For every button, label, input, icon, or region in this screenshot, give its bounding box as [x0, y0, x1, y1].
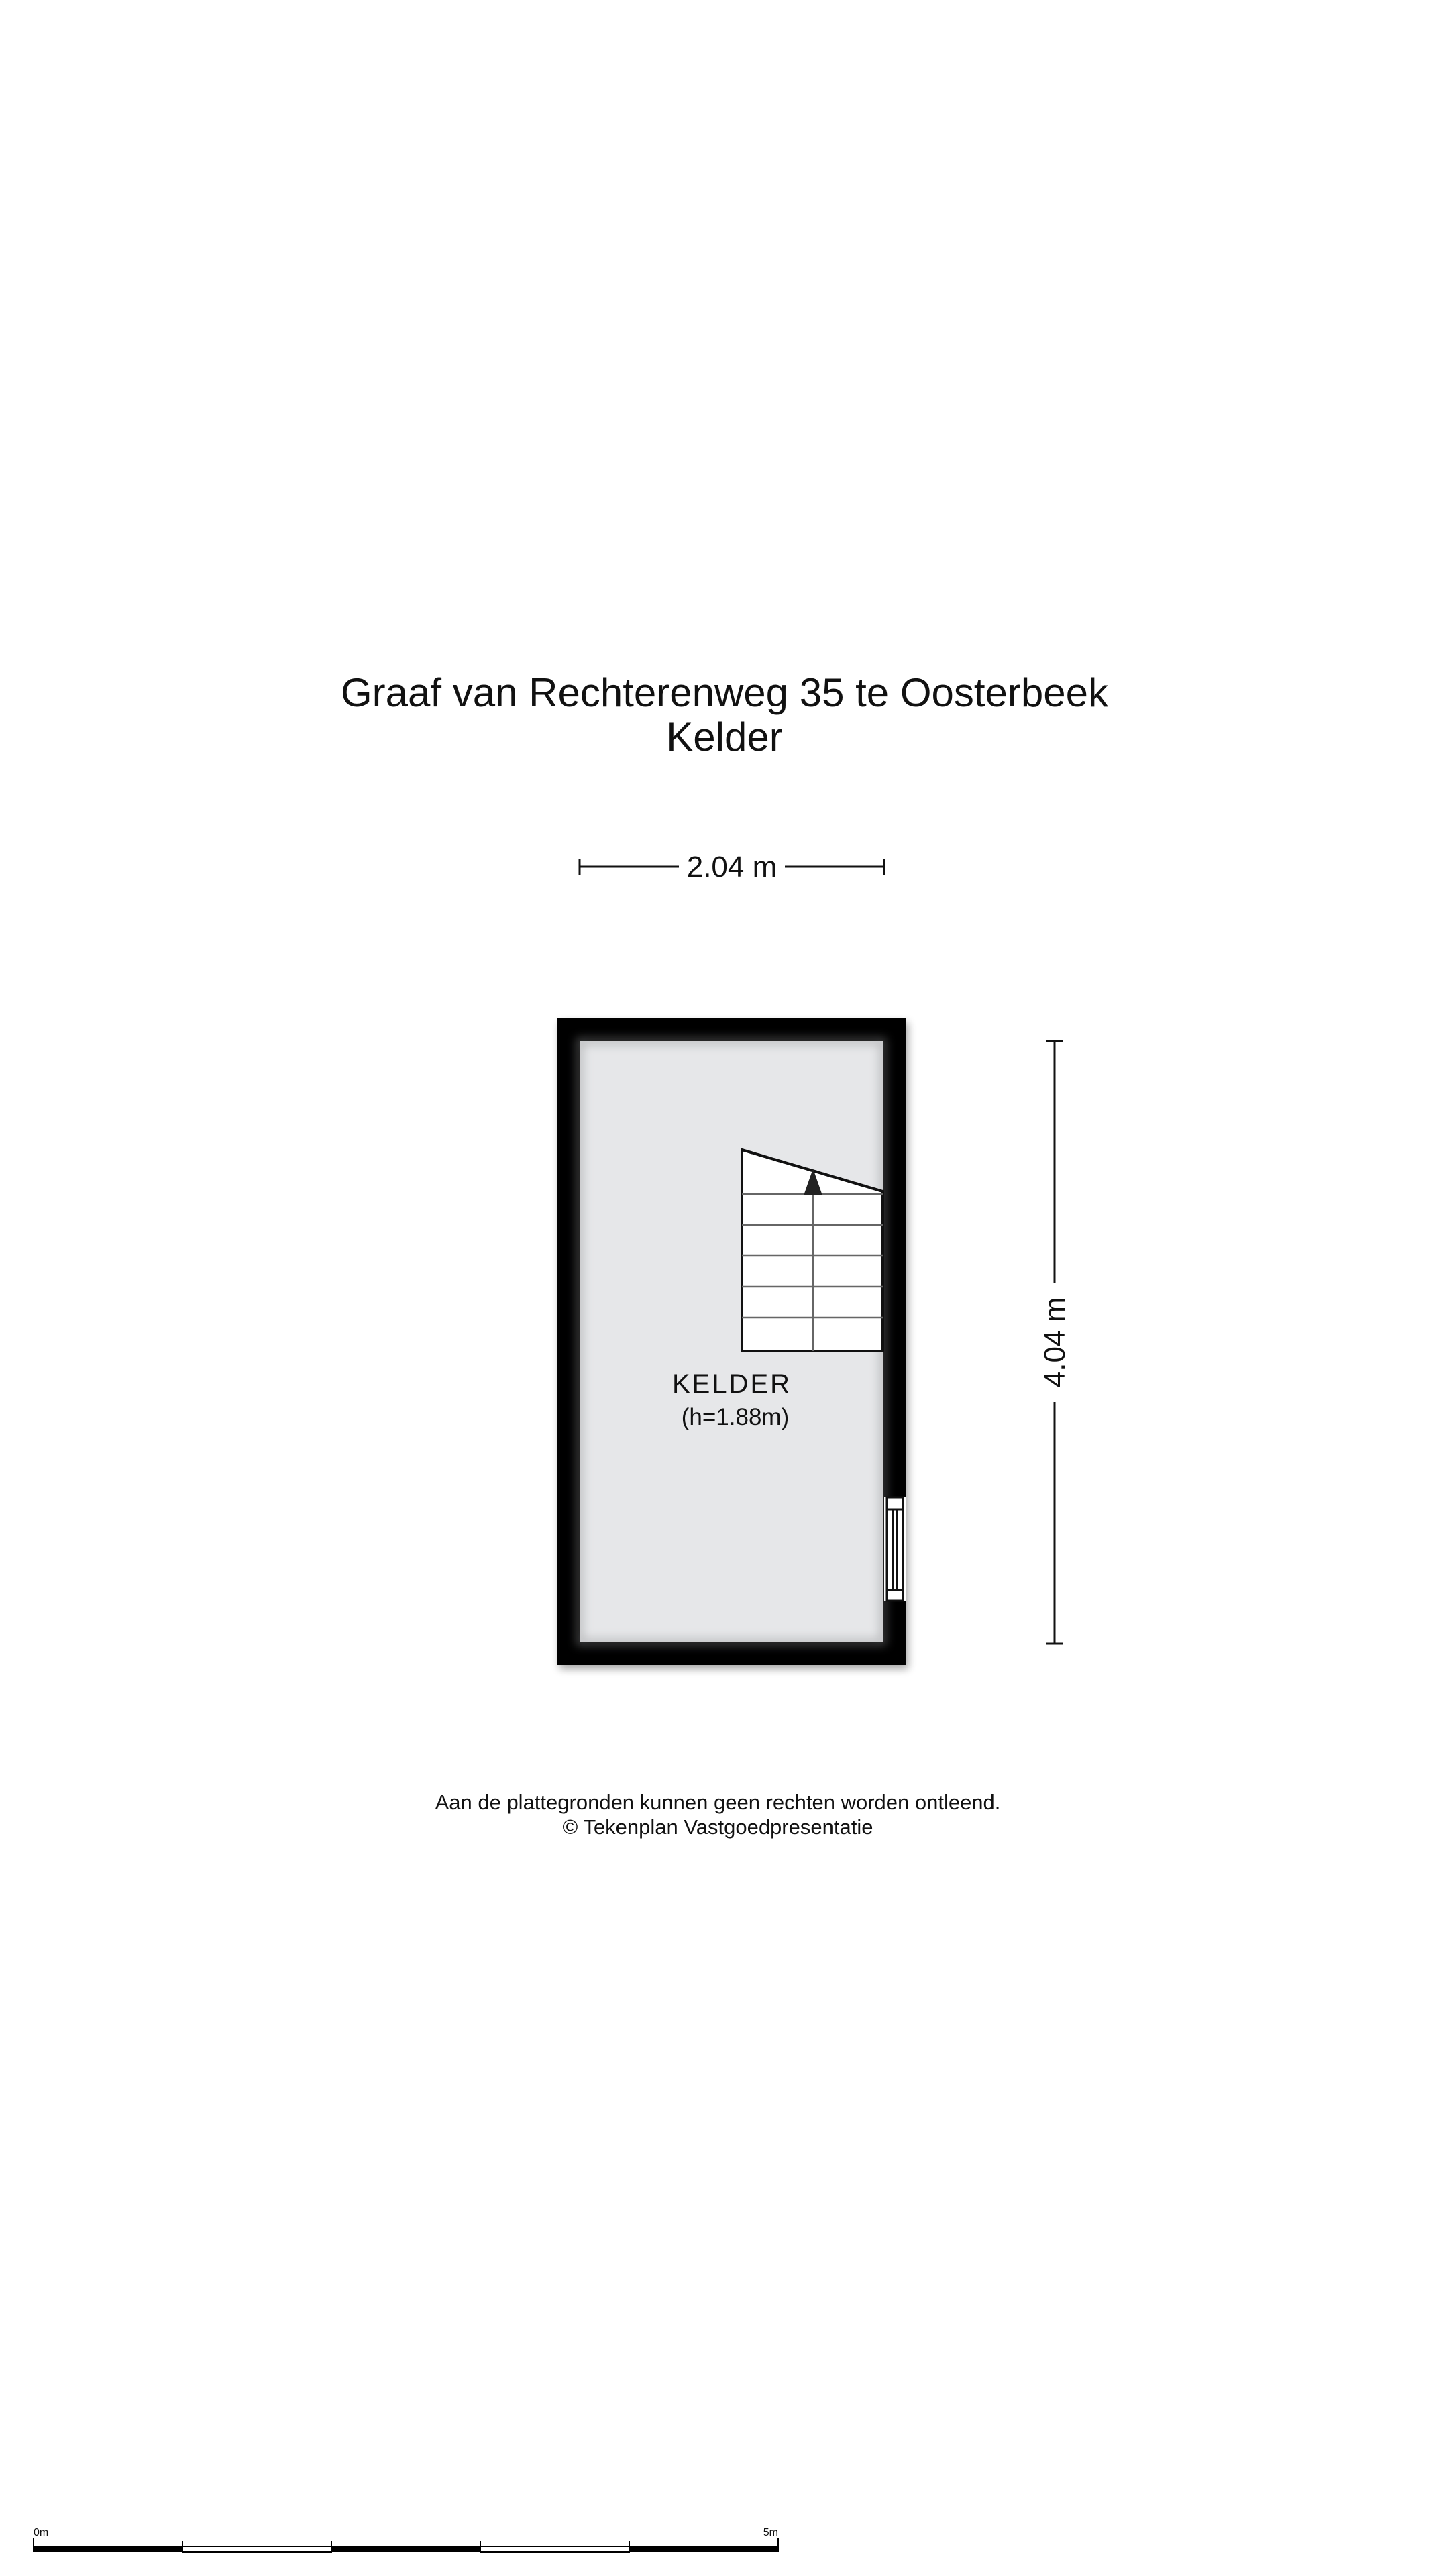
- window: [884, 1497, 906, 1601]
- room-kelder: [557, 1018, 908, 1669]
- room-height-label: (h=1.88m): [681, 1404, 790, 1430]
- scale-bar: [34, 2527, 778, 2552]
- scale-bar-end-label: 5m: [763, 2527, 778, 2538]
- room-name-label: KELDER: [672, 1369, 792, 1399]
- width-dimension-label: 2.04 m: [686, 851, 777, 883]
- copyright-text: © Tekenplan Vastgoedpresentatie: [562, 1815, 873, 1839]
- address-title: Graaf van Rechterenweg 35 te Oosterbeek: [341, 670, 1108, 715]
- height-dimension: [1038, 1041, 1071, 1644]
- height-dimension-label: 4.04 m: [1038, 1297, 1071, 1388]
- scale-bar-start-label: 0m: [34, 2527, 49, 2538]
- disclaimer-text: Aan de plattegronden kunnen geen rechten worden ontleend.: [435, 1790, 1001, 1814]
- width-dimension: [580, 851, 884, 883]
- disclaimer-block: [0, 1790, 1436, 1839]
- floor-title: Kelder: [666, 714, 783, 759]
